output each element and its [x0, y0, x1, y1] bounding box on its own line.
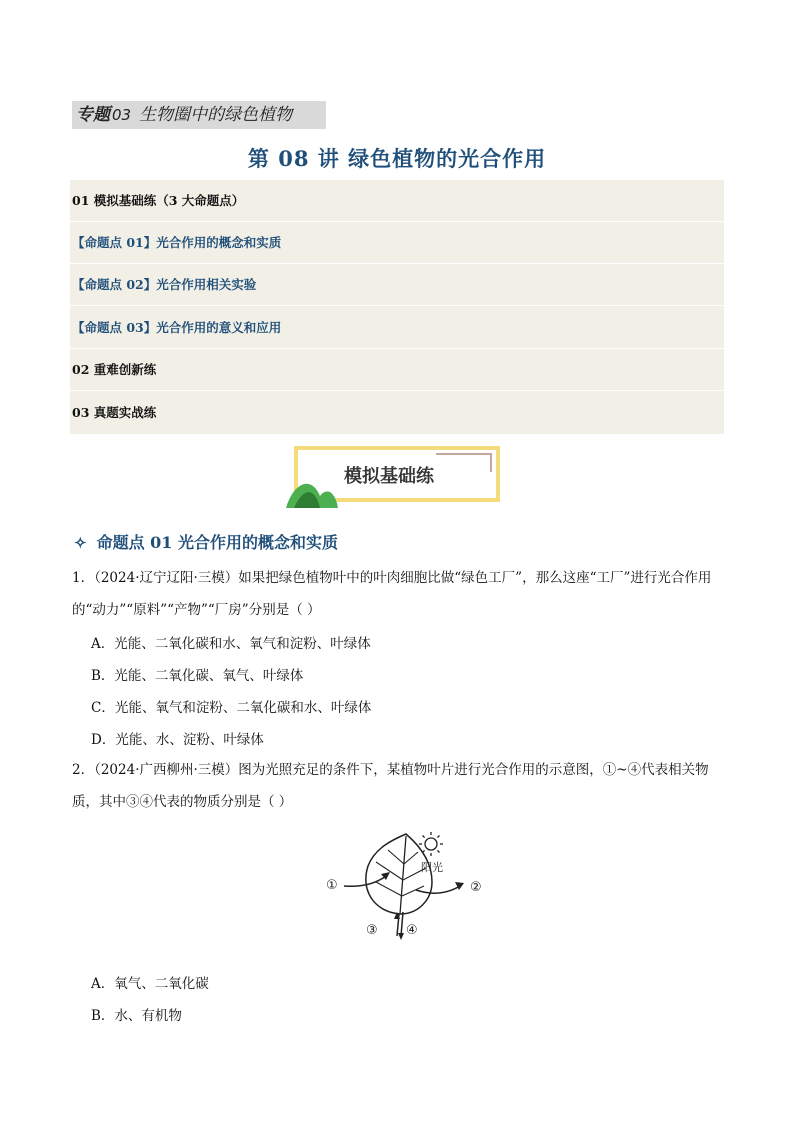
question-1-option-b[interactable]: B．光能、二氧化碳、氧气、叶绿体 — [91, 668, 304, 684]
hill-icon — [286, 478, 338, 508]
petiole-down-arrow — [401, 912, 403, 936]
question-2-line-2: 质，其中③④代表的物质分别是（ ） — [72, 794, 293, 810]
arrow-in — [344, 876, 386, 886]
question-2-stem — [72, 754, 724, 818]
topic-prefix: 专题 — [76, 105, 110, 125]
banner-text: 模拟基础练 — [344, 466, 434, 487]
toc-item-basic[interactable]: 01 模拟基础练（3 大命题点） — [70, 180, 724, 222]
topic-number: 03 — [112, 106, 132, 124]
lecture-title: 第 08 讲 绿色植物的光合作用 — [247, 146, 547, 171]
question-1-option-c[interactable]: C．光能、氧气和淀粉、二氧化碳和水、叶绿体 — [91, 700, 372, 716]
question-1-option-a[interactable]: A．光能、二氧化碳和水、氧气和淀粉、叶绿体 — [91, 636, 371, 652]
leaf-outline — [366, 834, 432, 914]
topic-name: 生物圈中的绿色植物 — [139, 105, 293, 125]
topic-label — [72, 101, 326, 129]
diamond-star-icon: ✧ — [74, 534, 87, 552]
leaf-veins — [376, 850, 426, 896]
section-heading — [74, 530, 338, 553]
label-1: ① — [326, 878, 338, 893]
section-title: 命题点 01 光合作用的概念和实质 — [96, 533, 338, 552]
question-2-option-a[interactable]: A．氧气、二氧化碳 — [91, 976, 209, 992]
toc-item-point-03[interactable]: 【命题点 03】光合作用的意义和应用 — [70, 307, 724, 349]
banner-decor-tick — [490, 454, 492, 472]
toc-item-point-02[interactable]: 【命题点 02】光合作用相关实验 — [70, 264, 724, 306]
down-arrowhead — [398, 933, 404, 940]
question-2-option-b[interactable]: B．水、有机物 — [91, 1008, 182, 1024]
toc-item-real-exam[interactable]: 03 真题实战练 — [72, 405, 157, 420]
sun-label: 阳光 — [421, 861, 443, 874]
banner-decor-line — [436, 453, 492, 455]
table-of-contents — [70, 180, 724, 434]
label-4: ④ — [406, 923, 418, 938]
question-1-line-2: 的“动力”“原料”“产物”“厂房”分别是（ ） — [72, 602, 321, 618]
question-1-line-1: 1．（2024·辽宁辽阳·三模）如果把绿色植物叶中的叶肉细胞比做“绿色工厂”，那么这座“工厂”进行光合作用 — [72, 570, 712, 586]
section-banner — [286, 444, 508, 514]
leaf-photosynthesis-diagram — [320, 826, 485, 946]
question-1-option-d[interactable]: D．光能、水、淀粉、叶绿体 — [91, 732, 264, 748]
label-2: ② — [470, 880, 482, 895]
leaf-midrib — [400, 836, 406, 914]
label-3: ③ — [366, 923, 378, 938]
toc-item-advanced[interactable]: 02 重难创新练 — [70, 349, 724, 391]
question-1-stem — [72, 562, 724, 626]
question-2-line-1: 2．（2024·广西柳州·三模）图为光照充足的条件下，某植物叶片进行光合作用的示意图，①~④代表相关物 — [72, 762, 709, 778]
toc-item-point-01[interactable]: 【命题点 01】光合作用的概念和实质 — [70, 222, 724, 264]
